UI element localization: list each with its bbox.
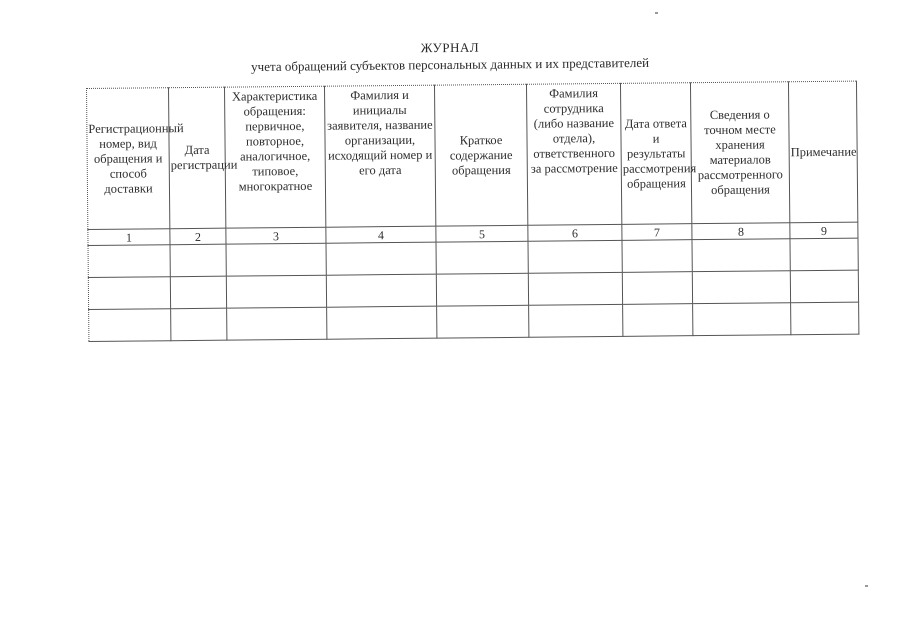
column-number-9: 9 — [790, 222, 858, 239]
column-number-1: 1 — [88, 229, 170, 246]
scan-speck — [865, 585, 868, 587]
column-header-6: Фамилия сотрудника (либо название отдела), ответственного за рассмотрение — [526, 83, 621, 225]
column-number-4: 4 — [326, 226, 436, 243]
title-block — [200, 37, 700, 75]
table-cell — [170, 276, 226, 309]
column-number-5: 5 — [436, 225, 528, 242]
header-row — [87, 81, 858, 229]
table-cell — [528, 240, 622, 273]
table-cell — [790, 238, 858, 271]
column-number-2: 2 — [170, 228, 226, 245]
document-subtitle: учета обращений субъектов персональных данных и их представителей — [251, 54, 650, 75]
table-row — [89, 302, 859, 341]
table-cell — [88, 277, 170, 310]
column-header-3: Характеристика обращения: первичное, повторное, аналогичное, типовое, многократное — [224, 86, 325, 228]
table-cell — [436, 241, 528, 274]
column-header-2: Дата регистрации — [169, 87, 226, 229]
table-cell — [693, 303, 791, 336]
document-title: ЖУРНАЛ — [420, 39, 480, 56]
table-cell — [790, 270, 858, 303]
table-cell — [622, 240, 692, 273]
table-cell — [692, 239, 790, 272]
table-cell — [170, 244, 226, 277]
table-cell — [436, 273, 528, 306]
column-number-8: 8 — [692, 223, 790, 240]
table-cell — [623, 304, 693, 337]
table-cell — [692, 271, 790, 304]
table-cell — [622, 272, 692, 305]
column-header-4: Фамилия и инициалы заявителя, название организации, исходящий номер и его дата — [324, 85, 435, 227]
table-cell — [226, 275, 326, 308]
table-cell — [326, 274, 436, 307]
table-cell — [327, 306, 437, 339]
table-cell — [437, 305, 529, 338]
column-number-3: 3 — [226, 227, 326, 244]
table-cell — [227, 307, 327, 340]
column-number-7: 7 — [622, 224, 692, 241]
table-cell — [326, 242, 436, 275]
table-cell — [791, 302, 859, 335]
table-cell — [89, 309, 171, 342]
table-cell — [529, 304, 623, 337]
column-header-7: Дата ответа и результаты рассмотрения обращения — [620, 83, 691, 225]
journal-table — [86, 81, 859, 342]
column-header-1: Регистрационный номер, вид обращения и способ доставки — [87, 88, 170, 230]
table-cell — [88, 245, 170, 278]
table-cell — [171, 308, 227, 341]
column-number-6: 6 — [528, 224, 622, 241]
table-cell — [226, 243, 326, 276]
scan-speck — [655, 12, 658, 14]
column-header-9: Примечание — [788, 81, 857, 223]
column-header-5: Краткое содержание обращения — [434, 84, 527, 226]
table-cell — [528, 272, 622, 305]
column-header-8: Сведения о точном месте хранения материалов рассмотренного обращения — [690, 82, 789, 224]
